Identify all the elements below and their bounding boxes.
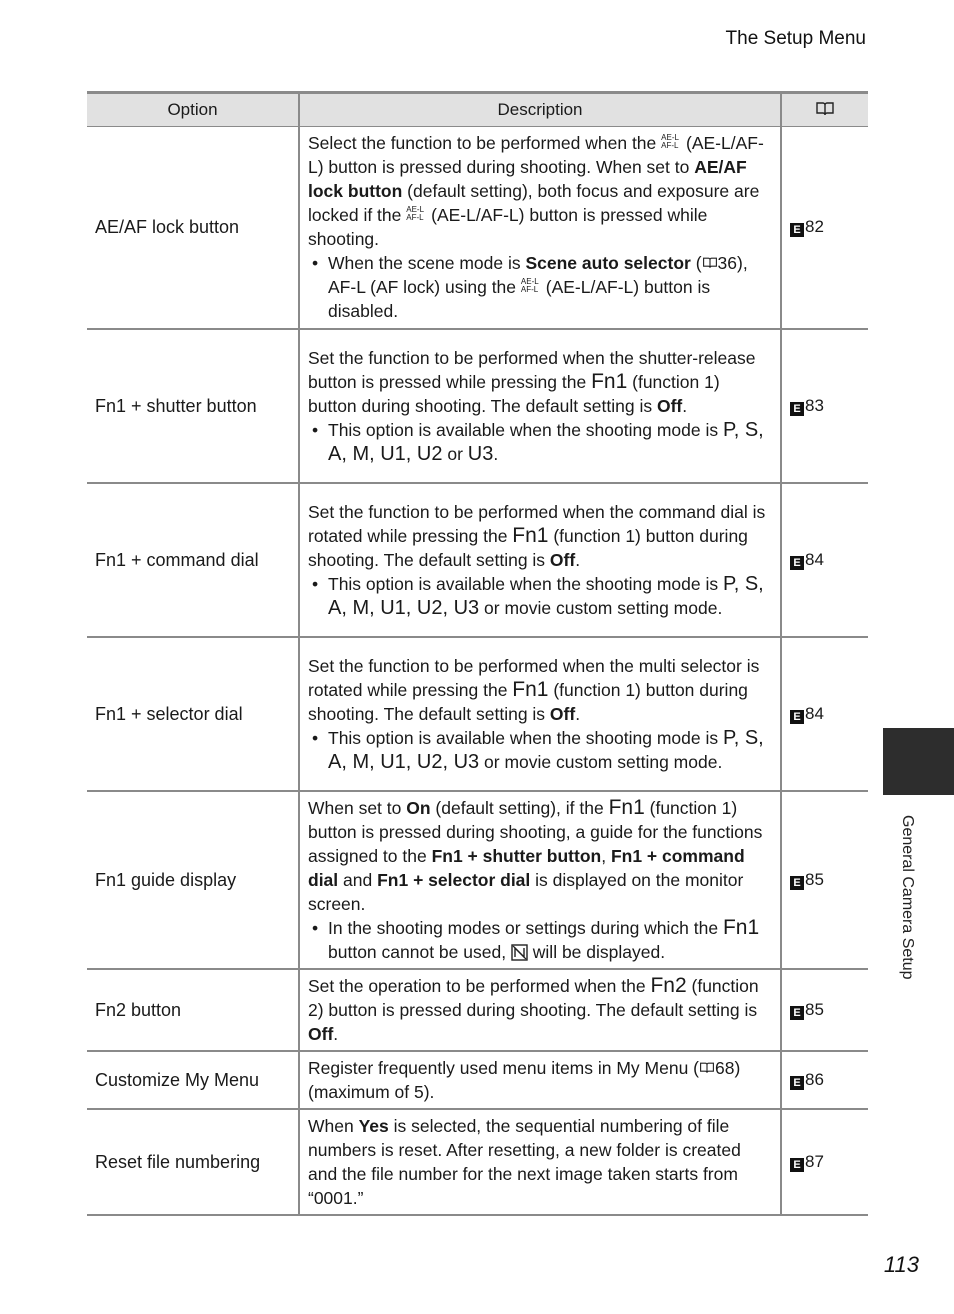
reference-cell [781, 637, 868, 791]
fn1-button-glyph: Fn1 [512, 677, 549, 701]
section-tab-marker [883, 728, 954, 795]
description-cell: Register frequently used menu items in My Menu ( 68) (maximum of 5). [299, 1051, 781, 1109]
bullet-item: • This option is available when the shooting mode is P, S, A, M, U1, U2 or U3. [308, 418, 772, 466]
option-cell: Fn1 + shutter button [87, 329, 299, 483]
reference-cell [781, 969, 868, 1051]
reference-page: 85 [805, 999, 824, 1019]
option-cell: AE/AF lock button [87, 127, 299, 329]
reference-page: 86 [805, 1069, 824, 1089]
table-row [87, 127, 868, 329]
desc-text: (default setting), both focus and exposure are locked if the [308, 181, 760, 226]
ae-l-af-l-glyph: AE-L AF-L [520, 277, 539, 295]
reference-page: 84 [805, 549, 824, 569]
disabled-function-icon [511, 944, 528, 961]
description-cell: Set the function to be performed when the multi selector is rotated while pressing the Fn1 (function 1) button during shooting. The default setting is Off. • This option is available when the shooting mode is P, S, A, M, U1, U2, U3 or movie custom setting mode. [299, 637, 781, 791]
table-row [87, 969, 868, 1051]
description-cell [299, 127, 781, 329]
bullet-item: • This option is available when the shooting mode is P, S, A, M, U1, U2, U3 or movie custom setting mode. [308, 572, 772, 620]
reference-page: 83 [805, 395, 824, 415]
table-header-row [87, 93, 868, 127]
fn1-button-glyph: Fn1 [591, 369, 628, 393]
e-reference-icon: E [790, 1006, 804, 1020]
reference-page: 85 [805, 869, 824, 889]
fn1-button-glyph: Fn1 [608, 795, 645, 819]
fn1-button-glyph: Fn1 [512, 523, 549, 547]
reference-page: 87 [805, 1151, 824, 1171]
reference-cell [781, 127, 868, 329]
bullet-item: • This option is available when the shooting mode is P, S, A, M, U1, U2, U3 or movie custom setting mode. [308, 726, 772, 774]
reference-page: 84 [805, 703, 824, 723]
page-number: 113 [883, 1252, 919, 1277]
option-cell: Fn2 button [87, 969, 299, 1051]
reference-cell [781, 791, 868, 969]
e-reference-icon: E [790, 710, 804, 724]
fn1-button-glyph: Fn1 [722, 915, 760, 939]
column-header-option: Option [87, 93, 299, 127]
shooting-modes: P, S, A, M, U1, U2, U3 [328, 572, 764, 619]
ae-l-af-l-glyph: AE-L AF-L [661, 133, 679, 151]
reference-cell [781, 329, 868, 483]
desc-text: (AE-L/AF-L) button is pressed while shooting. [308, 205, 708, 250]
option-cell: Fn1 + selector dial [87, 637, 299, 791]
option-cell: Fn1 + command dial [87, 483, 299, 637]
table-row [87, 329, 868, 483]
table-row [87, 483, 868, 637]
bullet-item: • When the scene mode is Scene auto selector ( 36), AF-L (AF lock) using the AE-L AF-L (AE-L/AF-L) button is disabled. [308, 251, 772, 323]
fn2-button-glyph: Fn2 [650, 973, 687, 997]
table-row [87, 1051, 868, 1109]
shooting-modes: P, S, A, M, U1, U2 [328, 418, 764, 465]
table-row [87, 1109, 868, 1215]
e-reference-icon: E [790, 876, 804, 890]
book-icon [702, 256, 718, 270]
option-cell: Fn1 guide display [87, 791, 299, 969]
shooting-modes: P, S, A, M, U1, U2, U3 [328, 726, 764, 773]
ae-l-af-l-glyph: AE-L AF-L [406, 205, 424, 223]
book-icon [699, 1061, 715, 1075]
option-cell: Reset file numbering [87, 1109, 299, 1215]
desc-bold: AE/AF lock button [308, 157, 747, 202]
desc-text: Select the function to be performed when the [308, 133, 662, 154]
description-cell: Set the operation to be performed when the Fn2 (function 2) button is pressed during shooting. The default setting is Off. [299, 969, 781, 1051]
reference-cell [781, 1051, 868, 1109]
e-reference-icon: E [790, 223, 804, 237]
setup-menu-table [87, 91, 868, 1216]
page-header-title: The Setup Menu [725, 28, 866, 49]
column-header-description: Description [299, 93, 781, 127]
description-cell: Set the function to be performed when the command dial is rotated while pressing the Fn1 (function 1) button during shooting. The default setting is Off. • This option is available when the shooting mode is P, S, A, M, U1, U2, U3 or movie custom setting mode. [299, 483, 781, 637]
book-icon [815, 101, 835, 117]
column-header-reference [781, 93, 868, 127]
e-reference-icon: E [790, 402, 804, 416]
table-row [87, 637, 868, 791]
e-reference-icon: E [790, 1076, 804, 1090]
bullet-item: • In the shooting modes or settings during which the Fn1 button cannot be used, will be displayed. [308, 916, 772, 964]
description-cell: Set the function to be performed when the shutter-release button is pressed while pressing the Fn1 (function 1) button during shooting. The default setting is Off. • This option is available when the shooting mode is P, S, A, M, U1, U2 or U3. [299, 329, 781, 483]
table-row [87, 791, 868, 969]
e-reference-icon: E [790, 1158, 804, 1172]
reference-cell [781, 1109, 868, 1215]
e-reference-icon: E [790, 556, 804, 570]
section-side-label: General Camera Setup [899, 815, 916, 980]
description-cell: When set to On (default setting), if the Fn1 (function 1) button is pressed during shooting, a guide for the functions assigned to the Fn1 + shutter button, Fn1 + command dial and Fn1 + selector dial is displayed on the monitor screen. • In the shooting modes or settings during which the Fn1 button cannot be used, will be displayed. [299, 791, 781, 969]
description-cell: When Yes is selected, the sequential numbering of file numbers is reset. After resetting, a new folder is created and the file number for the next image taken starts from “0001.” [299, 1109, 781, 1215]
desc-text: (AE-L/AF-L) button is pressed during shooting. When set to [308, 133, 764, 178]
reference-page: 82 [805, 217, 824, 237]
reference-cell [781, 483, 868, 637]
option-cell: Customize My Menu [87, 1051, 299, 1109]
